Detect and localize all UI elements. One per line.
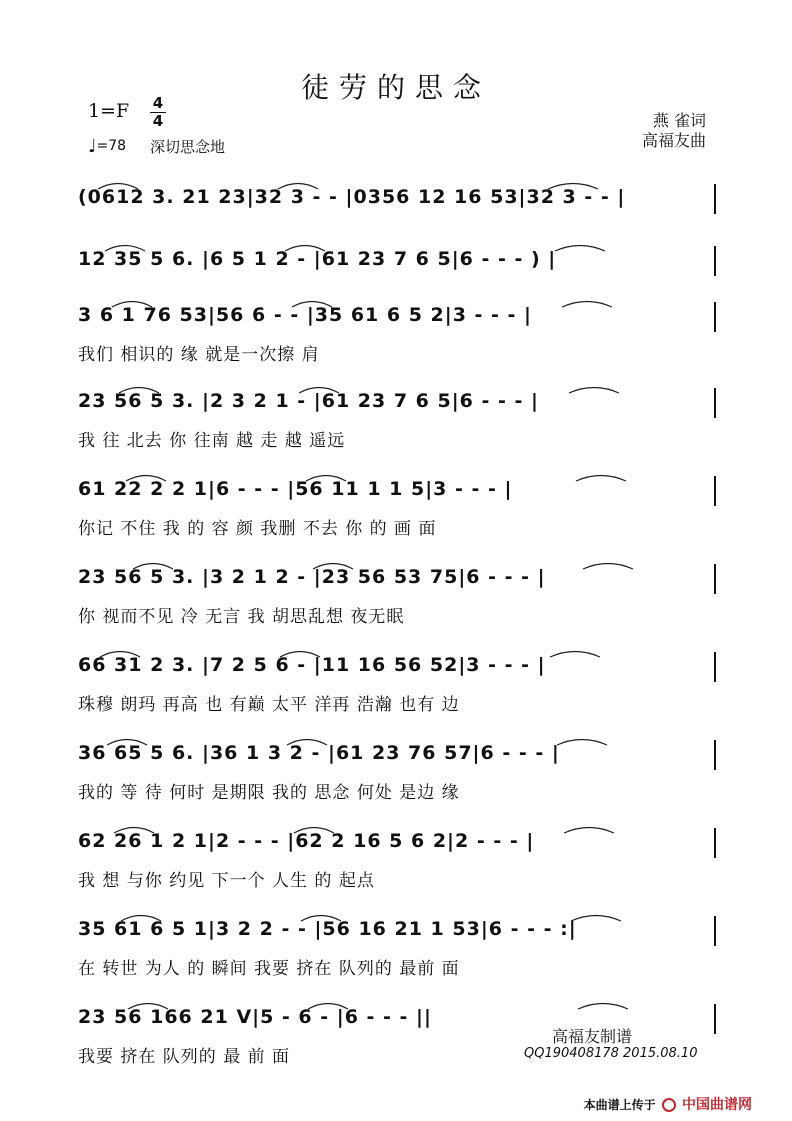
staff-line — [78, 646, 718, 715]
staff-lyrics: 我 想 与你 约见 下一个 人生 的 起点 — [78, 871, 375, 891]
slur-marks — [78, 296, 718, 308]
quarter-note-icon: ♩ — [88, 136, 97, 157]
slur-arc — [578, 1004, 628, 1010]
slur-arc — [121, 916, 161, 922]
slur-arc — [562, 302, 612, 308]
slur-arc — [550, 652, 600, 658]
slur-arc — [100, 652, 140, 658]
staff-notes: (0612 3. 21 23|32 3 - - |0356 12 16 53|32 3 - - | — [78, 186, 626, 208]
staff-notes: 61 22 2 2 1|6 - - - |56 11 1 1 5|3 - - - | — [78, 478, 513, 500]
staff-line — [78, 734, 718, 803]
staff-notes: 12 35 5 6. |6 5 1 2 - |61 23 7 6 5|6 - - - ) | — [78, 248, 557, 270]
staff-notes: 35 61 6 5 1|3 2 2 - - |56 16 21 1 53|6 - - - :| — [78, 918, 577, 940]
staff-lyrics: 我 往 北去 你 往南 越 走 越 遥远 — [78, 431, 346, 451]
slur-arc — [576, 476, 626, 482]
slur-arc — [306, 476, 346, 482]
slur-arc — [308, 1004, 348, 1010]
site-name: 中国曲谱网 — [682, 1097, 752, 1113]
transcriber-credit: 高福友制谱 — [552, 1027, 633, 1046]
slur-arc — [126, 476, 166, 482]
slur-arc — [301, 916, 341, 922]
slur-arc — [557, 740, 607, 746]
staff-line — [78, 822, 718, 891]
slur-arc — [98, 184, 138, 190]
staff-lyrics: 在 转世 为人 的 瞬间 我要 挤在 队列的 最前 面 — [78, 959, 460, 979]
slur-marks — [78, 822, 718, 834]
slur-marks — [78, 998, 718, 1010]
staff-line — [78, 558, 718, 627]
staff-lyrics: 我要 挤在 队列的 最 前 面 — [78, 1047, 291, 1067]
slur-arc — [278, 184, 318, 190]
bar-line — [714, 184, 716, 214]
time-signature-bottom: 4 — [152, 112, 164, 130]
tempo-marking — [88, 136, 126, 157]
staff-line — [78, 382, 718, 451]
site-logo-icon — [662, 1098, 676, 1112]
staff-line — [78, 470, 718, 539]
bar-line — [714, 564, 716, 594]
slur-marks — [78, 646, 718, 658]
upload-footer — [584, 1094, 752, 1114]
slur-marks — [78, 178, 718, 190]
slur-arc — [280, 652, 320, 658]
expression-marking: 深切思念地 — [150, 138, 226, 156]
slur-arc — [119, 388, 159, 394]
slur-arc — [287, 740, 327, 746]
slur-arc — [569, 388, 619, 394]
staff-line — [78, 910, 718, 979]
staff-line — [78, 296, 718, 365]
slur-arc — [313, 564, 353, 570]
slur-marks — [78, 734, 718, 746]
slur-arc — [571, 916, 621, 922]
staff-lyrics: 你 视而不见 冷 无言 我 胡思乱想 夜无眠 — [78, 607, 405, 627]
slur-arc — [112, 302, 152, 308]
bar-line — [714, 652, 716, 682]
tempo-value: =78 — [96, 138, 127, 154]
slur-marks — [78, 910, 718, 922]
time-signature-top: 4 — [152, 94, 164, 112]
lyricist-credit: 燕 雀词 — [652, 111, 706, 130]
bar-line — [714, 828, 716, 858]
staff-notes: 23 56 5 3. |3 2 1 2 - |23 56 53 75|6 - - - | — [78, 566, 546, 588]
bar-line — [714, 1004, 716, 1034]
composer-credit: 高福友曲 — [641, 131, 706, 150]
staff-lyrics: 珠穆 朗玛 再高 也 有巅 太平 洋再 浩瀚 也有 边 — [78, 695, 460, 715]
bar-line — [714, 246, 716, 276]
staff-notes: 23 56 166 21 V|5 - 6 - |6 - - - || — [78, 1006, 432, 1028]
slur-arc — [105, 246, 145, 252]
bar-line — [714, 916, 716, 946]
slur-arc — [292, 302, 332, 308]
slur-arc — [285, 246, 325, 252]
slur-arc — [555, 246, 605, 252]
slur-marks — [78, 382, 718, 394]
bar-line — [714, 740, 716, 770]
slur-arc — [294, 828, 334, 834]
upload-footer-text: 本曲谱上传于 — [583, 1098, 656, 1112]
slur-arc — [548, 184, 598, 190]
staff-line — [78, 178, 718, 236]
slur-arc — [133, 564, 173, 570]
slur-arc — [299, 388, 339, 394]
staff-notes: 62 26 1 2 1|2 - - - |62 2 16 5 6 2|2 - - - | — [78, 830, 535, 852]
song-title: 徒劳的思念 — [300, 71, 491, 104]
time-signature — [150, 96, 166, 129]
slur-marks — [78, 470, 718, 482]
staff-lyrics: 我们 相识的 缘 就是一次擦 肩 — [78, 345, 320, 365]
staff-line — [78, 240, 718, 298]
staff-notes: 23 56 5 3. |2 3 2 1 - |61 23 7 6 5|6 - - - | — [78, 390, 539, 412]
slur-arc — [583, 564, 633, 570]
slur-arc — [564, 828, 614, 834]
transcriber-contact-date: QQ190408178 2015.08.10 — [524, 1046, 698, 1061]
key-signature: 1=F — [88, 100, 130, 122]
slur-arc — [128, 1004, 168, 1010]
staff-lyrics: 你记 不住 我 的 容 颜 我删 不去 你 的 画 面 — [78, 519, 437, 539]
staff-notes: 66 31 2 3. |7 2 5 6 - |11 16 56 52|3 - - - | — [78, 654, 546, 676]
slur-arc — [107, 740, 147, 746]
staff-notes: 3 6 1 76 53|56 6 - - |35 61 6 5 2|3 - - - | — [78, 304, 532, 326]
slur-arc — [114, 828, 154, 834]
slur-marks — [78, 558, 718, 570]
staff-notes: 36 65 5 6. |36 1 3 2 - |61 23 76 57|6 - - - | — [78, 742, 560, 764]
bar-line — [714, 476, 716, 506]
staff-lyrics: 我的 等 待 何时 是期限 我的 思念 何处 是边 缘 — [78, 783, 460, 803]
bar-line — [714, 388, 716, 418]
slur-marks — [78, 240, 718, 252]
bar-line — [714, 302, 716, 332]
